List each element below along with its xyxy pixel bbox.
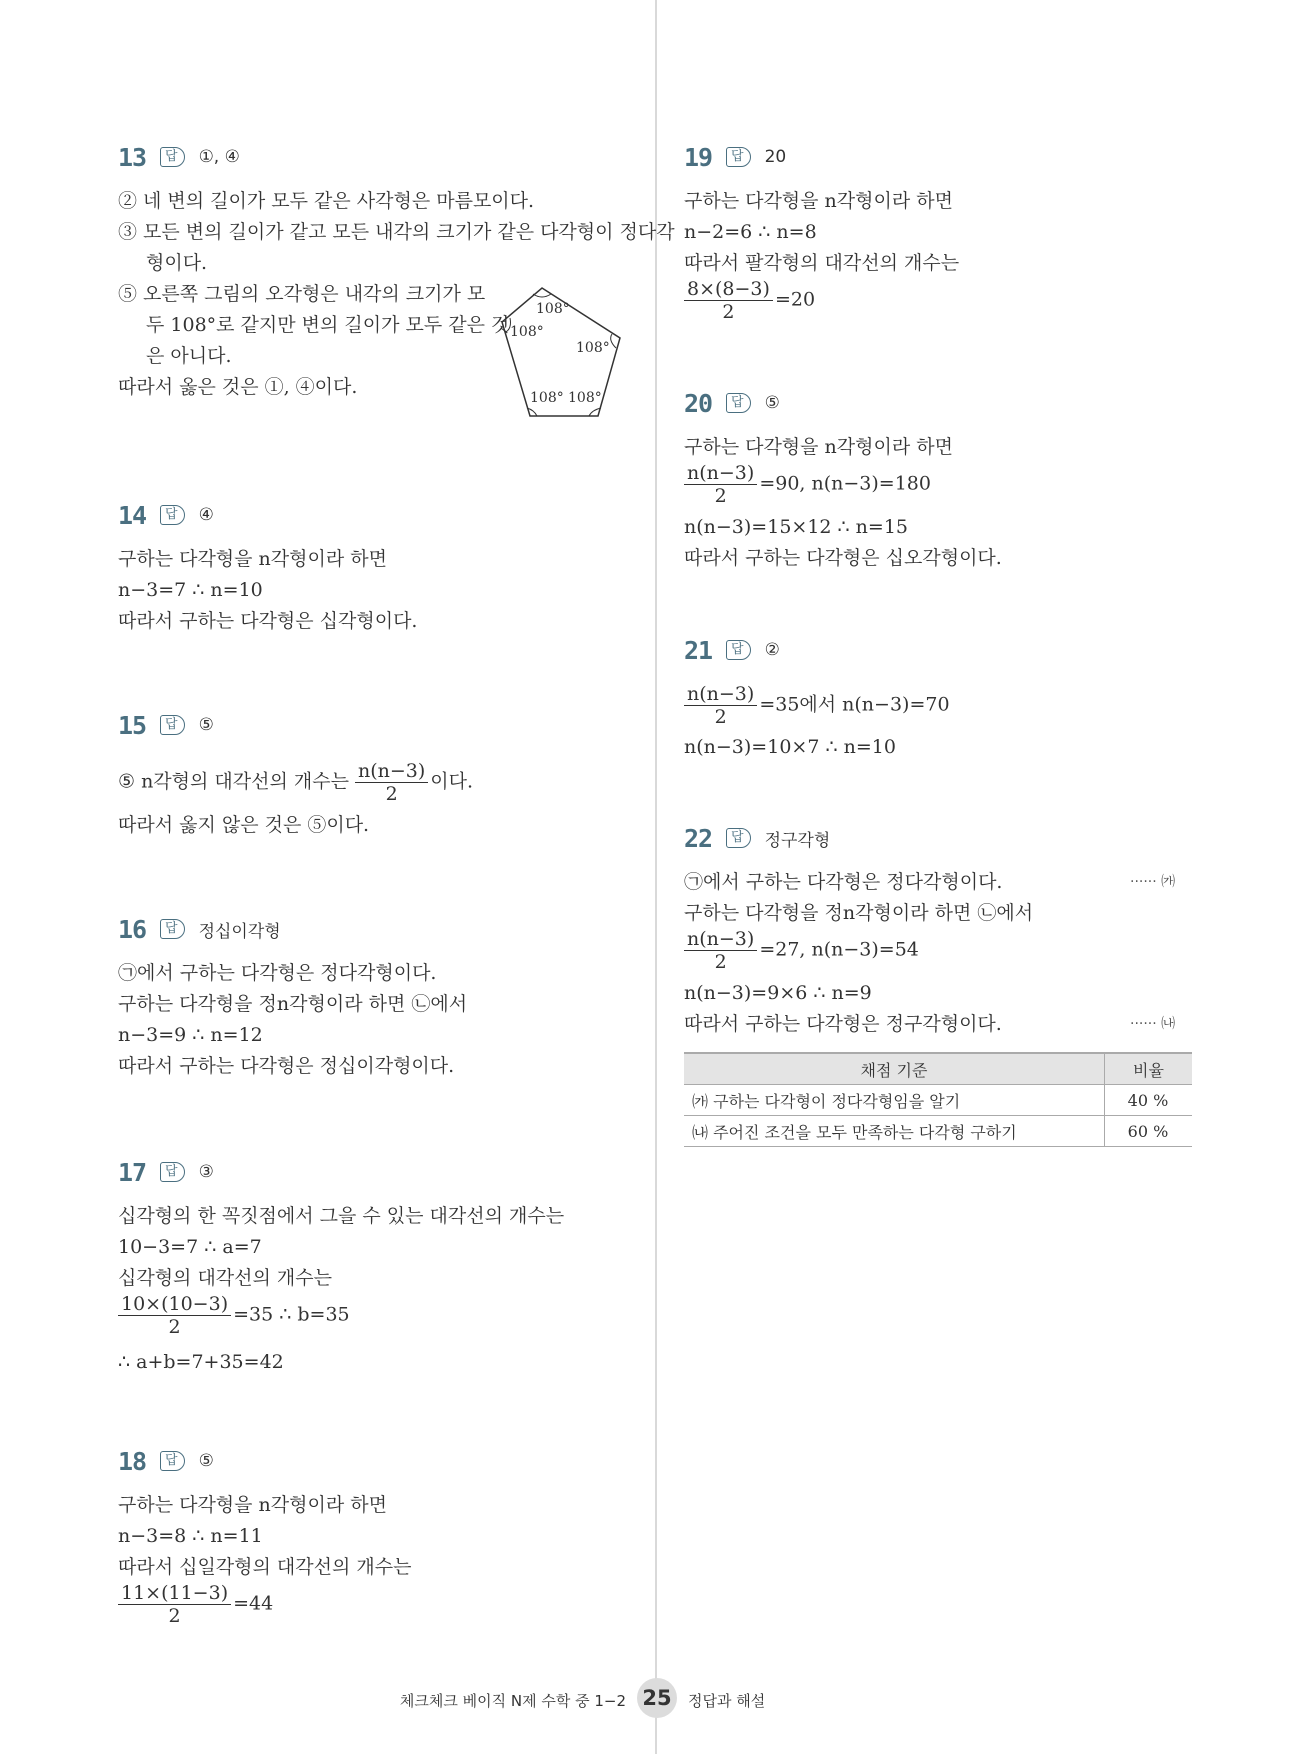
explanation-line: [118, 760, 473, 805]
fraction: [684, 928, 757, 973]
fraction: [684, 462, 757, 507]
answer-value: ①, ④: [198, 147, 240, 167]
problem-number: 21: [684, 635, 713, 665]
denominator: 2: [714, 485, 727, 507]
explanation-line: ② 네 변의 길이가 모두 같은 사각형은 마름모이다.: [118, 190, 535, 212]
explanation-line: 구하는 다각형을 정n각형이라 하면 ㉡에서: [118, 993, 468, 1015]
text: ⑤ n각형의 대각선의 개수는: [118, 770, 355, 793]
table-cell: 60 %: [1105, 1116, 1193, 1147]
text: =90, n(n−3)=180: [759, 472, 931, 495]
explanation-line: ⑤ 오른쪽 그림의 오각형은 내각의 크기가 모: [118, 283, 486, 305]
problem-17: [118, 1155, 638, 1375]
answer-label: 답: [160, 505, 185, 525]
problem-number: 22: [684, 823, 713, 853]
equation-line: n(n−3)=10×7 ∴ n=10: [684, 736, 896, 758]
problem-14: [118, 498, 638, 638]
numerator: n(n−3): [684, 683, 757, 706]
angle-label: 108°: [510, 324, 544, 340]
conclusion-line: 따라서 구하는 다각형은 십각형이다.: [118, 610, 418, 632]
table-header: 비율: [1105, 1053, 1193, 1085]
problem-18: [118, 1444, 638, 1644]
denominator: 2: [168, 1605, 181, 1627]
table-cell: 40 %: [1105, 1085, 1193, 1116]
book-title: 체크체크 베이직 N제 수학 중 1−2: [399, 1692, 626, 1710]
answer-label: 답: [726, 393, 751, 413]
answer-label: 답: [160, 1162, 185, 1182]
numerator: n(n−3): [684, 928, 757, 951]
page-footer: [0, 1678, 1300, 1722]
explanation-line: 십각형의 한 꼭짓점에서 그을 수 있는 대각선의 개수는: [118, 1205, 565, 1227]
explanation-line: ㉠에서 구하는 다각형은 정다각형이다.: [684, 871, 1003, 893]
table-cell: ㈏ 주어진 조건을 모두 만족하는 다각형 구하기: [684, 1116, 1105, 1147]
problem-22: [684, 821, 1194, 1151]
answer-value: 20: [764, 147, 787, 167]
answer-label: 답: [160, 919, 185, 939]
table-header: 채점 기준: [684, 1053, 1105, 1085]
conclusion-line: 따라서 옳은 것은 ①, ④이다.: [118, 376, 358, 398]
numerator: n(n−3): [684, 462, 757, 485]
explanation-line: 구하는 다각형을 n각형이라 하면: [684, 436, 953, 458]
angle-label: 108°: [530, 390, 564, 406]
problem-number: 14: [118, 500, 147, 530]
table-row: [684, 1085, 1192, 1116]
denominator: 2: [714, 951, 727, 973]
explanation-line: 따라서 팔각형의 대각선의 개수는: [684, 252, 960, 274]
problem-number: 18: [118, 1446, 147, 1476]
problem-number: 20: [684, 388, 713, 418]
denominator: 2: [722, 301, 735, 323]
fraction: [355, 760, 428, 805]
equation-line: 10−3=7 ∴ a=7: [118, 1236, 262, 1258]
equation-line: [684, 278, 815, 323]
angle-label: 108°: [536, 301, 570, 317]
answer-value: 정십이각형: [198, 921, 281, 942]
answer-label: 답: [160, 147, 185, 167]
text: =35 ∴ b=35: [233, 1303, 350, 1326]
answer-label: 답: [726, 828, 751, 848]
problem-number: 15: [118, 710, 147, 740]
grading-table: [684, 1052, 1192, 1147]
answer-value: ⑤: [764, 393, 780, 413]
conclusion-line: ∴ a+b=7+35=42: [118, 1351, 284, 1373]
equation-line: n−3=8 ∴ n=11: [118, 1525, 263, 1547]
conclusion-line: 따라서 옳지 않은 것은 ⑤이다.: [118, 814, 370, 836]
numerator: 11×(11−3): [118, 1582, 231, 1605]
problem-19: [684, 140, 1194, 330]
equation-line: [684, 928, 919, 973]
text: =27, n(n−3)=54: [759, 938, 919, 961]
equation-line: [118, 1293, 350, 1338]
fraction: [118, 1582, 231, 1627]
explanation-line: 따라서 십일각형의 대각선의 개수는: [118, 1556, 412, 1578]
answer-label: 답: [726, 147, 751, 167]
equation-line: n−3=7 ∴ n=10: [118, 579, 263, 601]
conclusion-line: 따라서 구하는 다각형은 정구각형이다.: [684, 1013, 1002, 1035]
equation-line: [118, 1582, 273, 1627]
fraction: [684, 683, 757, 728]
section-title: 정답과 해설: [688, 1692, 766, 1710]
table-row: [684, 1116, 1192, 1147]
problem-number: 13: [118, 142, 147, 172]
text: =20: [774, 288, 816, 311]
problem-number: 19: [684, 142, 713, 172]
problem-13: [118, 140, 675, 420]
explanation-line: 구하는 다각형을 n각형이라 하면: [118, 548, 387, 570]
problem-number: 17: [118, 1157, 147, 1187]
explanation-line: 두 108°로 같지만 변의 길이가 모두 같은 것: [146, 314, 510, 336]
equation-line: n(n−3)=9×6 ∴ n=9: [684, 982, 872, 1004]
denominator: 2: [385, 783, 398, 805]
numerator: 10×(10−3): [118, 1293, 231, 1316]
text: =35에서 n(n−3)=70: [759, 693, 950, 716]
angle-label: 108°: [576, 340, 610, 356]
explanation-line: 구하는 다각형을 n각형이라 하면: [684, 190, 953, 212]
answer-label: 답: [160, 1451, 185, 1471]
answer-value: ④: [198, 505, 214, 525]
text: =44: [233, 1592, 274, 1615]
page-number: 25: [637, 1678, 677, 1718]
problem-16: [118, 912, 638, 1082]
column-divider: [655, 0, 657, 1754]
equation-line: n(n−3)=15×12 ∴ n=15: [684, 516, 909, 538]
explanation-line: ㉠에서 구하는 다각형은 정다각형이다.: [118, 962, 437, 984]
conclusion-line: 따라서 구하는 다각형은 정십이각형이다.: [118, 1055, 455, 1077]
problem-21: [684, 633, 1194, 763]
explanation-line: 십각형의 대각선의 개수는: [118, 1267, 332, 1289]
answer-label: 답: [160, 715, 185, 735]
answer-value: ⑤: [198, 715, 214, 735]
answer-value: ⑤: [198, 1451, 214, 1471]
numerator: 8×(8−3): [684, 278, 773, 301]
equation-line: [684, 683, 950, 728]
equation-line: [684, 462, 931, 507]
step-tag: ······ ㈏: [1130, 1016, 1176, 1032]
angle-label: 108°: [568, 390, 602, 406]
fraction: [684, 278, 773, 323]
text: 이다.: [430, 770, 474, 793]
problem-15: [118, 708, 638, 848]
explanation-line: 은 아니다.: [146, 345, 232, 367]
answer-value: ③: [198, 1162, 214, 1182]
equation-line: n−2=6 ∴ n=8: [684, 221, 817, 243]
explanation-line: 구하는 다각형을 n각형이라 하면: [118, 1494, 387, 1516]
table-cell: ㈎ 구하는 다각형이 정다각형임을 알기: [684, 1085, 1105, 1116]
answer-label: 답: [726, 640, 751, 660]
numerator: n(n−3): [355, 760, 428, 783]
explanation-line: ③ 모든 변의 길이가 같고 모든 내각의 크기가 같은 다각형이 정다각: [118, 221, 675, 243]
pentagon-figure: [496, 280, 636, 420]
conclusion-line: 따라서 구하는 다각형은 십오각형이다.: [684, 547, 1002, 569]
equation-line: n−3=9 ∴ n=12: [118, 1024, 263, 1046]
problem-number: 16: [118, 914, 147, 944]
step-tag: ······ ㈎: [1130, 874, 1176, 890]
explanation-line: 형이다.: [146, 252, 208, 274]
fraction: [118, 1293, 231, 1338]
problem-20: [684, 386, 1194, 576]
denominator: 2: [714, 706, 727, 728]
answer-value: 정구각형: [764, 830, 831, 851]
table-header-row: [684, 1053, 1192, 1085]
denominator: 2: [168, 1316, 181, 1338]
answer-value: ②: [764, 640, 780, 660]
explanation-line: 구하는 다각형을 정n각형이라 하면 ㉡에서: [684, 902, 1034, 924]
